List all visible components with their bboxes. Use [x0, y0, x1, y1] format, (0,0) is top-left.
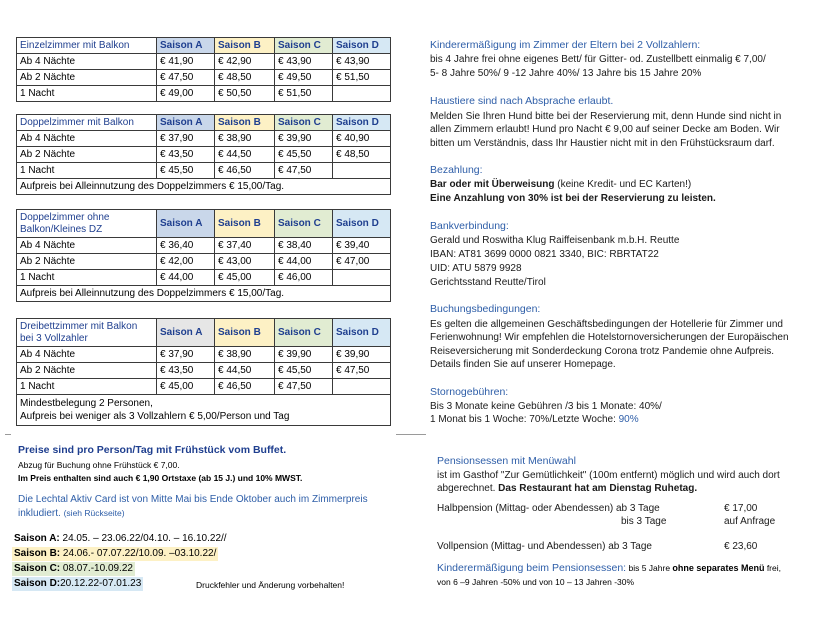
season-c-header: Saison C: [275, 319, 333, 347]
row-label: 1 Nacht: [17, 163, 157, 179]
table-row: [17, 238, 391, 254]
price-cell: € 46,50: [215, 379, 275, 395]
meal-children-free: frei,: [764, 563, 781, 573]
price-table-doppelzimmer-balkon: [16, 114, 391, 195]
pets-line-3: bitten um Verständnis, dass Ihr Haustier nicht mit in den Frühstücksraum darf.: [430, 138, 775, 149]
season-d-header: Saison D: [333, 38, 391, 54]
table-title: Einzelzimmer mit Balkon: [17, 38, 157, 54]
booking-line-1: Es gelten die allgemeinen Geschäftsbedingungen der Hotellerie für Zimmer und: [430, 319, 783, 330]
price-cell: € 39,40: [333, 238, 391, 254]
meal-children-age: bis 5 Jahre: [626, 563, 673, 573]
bank-line-3: UID: ATU 5879 9928: [430, 263, 522, 274]
row-label: Ab 2 Nächte: [17, 147, 157, 163]
tax-info: Im Preis enthalten sind auch € 1,90 Ortstaxe (ab 15 J.) und 10% MWST.: [18, 473, 303, 483]
payment-exclusions: (keine Kredit- und EC Karten!): [554, 179, 692, 190]
row-label: Ab 4 Nächte: [17, 54, 157, 70]
meal-children-discount: [437, 562, 781, 574]
row-label: 1 Nacht: [17, 379, 157, 395]
season-dates: 08.07.-10.09.22: [60, 563, 133, 574]
season-d-header: Saison D: [333, 210, 391, 238]
price-table-dreibettzimmer: [16, 318, 391, 426]
payment-heading: Bezahlung:: [430, 164, 483, 176]
table-note: Aufpreis bei Alleinnutzung des Doppelzimmers € 15,00/Tag.: [17, 179, 391, 195]
price-table-doppelzimmer-ohne-balkon: [16, 209, 391, 302]
meal-children-discount-line-2: von 6 –9 Jahren -50% und von 10 – 13 Jahren -30%: [437, 577, 635, 587]
table-row: [17, 270, 391, 286]
price-cell: € 51,50: [333, 70, 391, 86]
children-discount-heading: Kinderermäßigung im Zimmer der Eltern bei 2 Vollzahlern:: [430, 39, 701, 51]
half-board-label: Halbpension (Mittag- oder Abendessen) ab 3 Tage: [437, 503, 660, 514]
row-label: Ab 4 Nächte: [17, 238, 157, 254]
bank-heading: Bankverbindung:: [430, 220, 509, 232]
price-cell: € 47,00: [333, 254, 391, 270]
price-cell: € 44,50: [215, 147, 275, 163]
price-cell: € 41,90: [157, 54, 215, 70]
price-cell: € 49,50: [275, 70, 333, 86]
meal-children-condition: ohne separates Menü: [672, 563, 765, 573]
table-row: [17, 254, 391, 270]
price-cell: € 44,00: [275, 254, 333, 270]
price-cell: € 37,40: [215, 238, 275, 254]
meals-line-2: [437, 482, 697, 496]
children-discount-line-1: bis 4 Jahre frei ohne eigenes Bett/ für Gitter- od. Zustellbett einmalig € 7,00/: [430, 54, 766, 65]
cancellation-last-week-pct: 90%: [618, 414, 639, 425]
season-c-header: Saison C: [275, 210, 333, 238]
cancellation-line-2: [430, 413, 639, 427]
season-d-header: Saison D: [333, 319, 391, 347]
restaurant-closed-day: Das Restaurant hat am Dienstag Ruhetag.: [498, 483, 698, 494]
season-b-header: Saison B: [215, 319, 275, 347]
breakfast-deduction: Abzug für Buchung ohne Frühstück € 7,00.: [18, 460, 180, 470]
price-cell: € 46,50: [215, 163, 275, 179]
full-board-label: Vollpension (Mittag- und Abendessen) ab 3 Tage: [437, 541, 652, 552]
price-cell: [333, 379, 391, 395]
pets-line-2: allen Zimmern erlaubt! Hund pro Nacht € 9,00 auf seiner Decke am Boden. Wir: [430, 124, 780, 135]
price-cell: € 48,50: [215, 70, 275, 86]
meal-children-heading: Kinderermäßigung beim Pensionsessen:: [437, 562, 627, 574]
price-cell: € 37,90: [157, 131, 215, 147]
row-label: 1 Nacht: [17, 86, 157, 102]
price-cell: € 45,50: [157, 163, 215, 179]
table-row: [17, 379, 391, 395]
season-name: Saison D:: [14, 578, 61, 589]
season-c-dates: [12, 562, 135, 576]
price-cell: [333, 163, 391, 179]
note-line-1: Mindestbelegung 2 Personen,: [20, 398, 153, 409]
meals-line-1: ist im Gasthof "Zur Gemütlichkeit" (100m entfernt) möglich und wird auch dort: [437, 470, 780, 481]
price-cell: € 38,90: [215, 347, 275, 363]
price-cell: € 43,50: [157, 363, 215, 379]
season-name: Saison C:: [14, 563, 61, 574]
season-b-header: Saison B: [215, 210, 275, 238]
season-a-header: Saison A: [157, 115, 215, 131]
price-cell: € 47,50: [157, 70, 215, 86]
price-cell: € 48,50: [333, 147, 391, 163]
price-cell: € 49,00: [157, 86, 215, 102]
half-board-label-short: bis 3 Tage: [621, 516, 667, 527]
table-row: [17, 131, 391, 147]
price-cell: € 39,90: [333, 347, 391, 363]
price-cell: € 38,90: [215, 131, 275, 147]
price-cell: € 42,90: [215, 54, 275, 70]
booking-line-3: Reiseversicherung mit Sonderdeckung Corona trotz Pandemie ohne Aufpreis.: [430, 346, 775, 357]
row-label: Ab 4 Nächte: [17, 131, 157, 147]
price-cell: € 44,00: [157, 270, 215, 286]
season-b-header: Saison B: [215, 115, 275, 131]
table-note: [17, 395, 391, 426]
season-a-header: Saison A: [157, 210, 215, 238]
bank-line-4: Gerichtsstand Reutte/Tirol: [430, 277, 546, 288]
price-cell: € 36,40: [157, 238, 215, 254]
table-row: [17, 347, 391, 363]
price-info-heading: Preise sind pro Person/Tag mit Frühstück vom Buffet.: [18, 444, 287, 456]
price-cell: € 43,90: [333, 54, 391, 70]
season-d-dates: [12, 577, 143, 591]
season-a-header: Saison A: [157, 319, 215, 347]
price-cell: € 45,50: [275, 363, 333, 379]
price-cell: € 42,00: [157, 254, 215, 270]
booking-line-2: Ferienwohnung! Wir empfehlen die Hotelstornoversicherungen der Europäischen: [430, 332, 789, 343]
pets-heading: Haustiere sind nach Absprache erlaubt.: [430, 95, 614, 107]
price-cell: € 46,00: [275, 270, 333, 286]
table-title: Doppelzimmer ohne Balkon/Kleines DZ: [17, 210, 157, 238]
divider: [5, 434, 11, 435]
full-board-price: € 23,60: [724, 541, 758, 552]
row-label: Ab 2 Nächte: [17, 254, 157, 270]
table-title: Doppelzimmer mit Balkon: [17, 115, 157, 131]
price-cell: € 44,50: [215, 363, 275, 379]
price-cell: € 51,50: [275, 86, 333, 102]
price-cell: € 43,50: [157, 147, 215, 163]
row-label: 1 Nacht: [17, 270, 157, 286]
price-cell: € 43,90: [275, 54, 333, 70]
season-dates: 24.05. – 23.06.22/04.10. – 16.10.22//: [59, 533, 227, 544]
row-label: Ab 2 Nächte: [17, 70, 157, 86]
price-cell: € 45,00: [157, 379, 215, 395]
season-a-header: Saison A: [157, 38, 215, 54]
price-cell: € 40,90: [333, 131, 391, 147]
season-b-dates: [12, 547, 218, 561]
payment-line-1: [430, 178, 691, 192]
price-cell: € 45,50: [275, 147, 333, 163]
price-cell: € 45,00: [215, 270, 275, 286]
price-cell: € 47,50: [333, 363, 391, 379]
table-row: [17, 54, 391, 70]
bank-line-2: IBAN: AT81 3699 0000 0821 3340, BIC: RBRTAT22: [430, 249, 659, 260]
row-label: Ab 2 Nächte: [17, 363, 157, 379]
price-cell: € 39,90: [275, 131, 333, 147]
aktiv-card-reference: (sieh Rückseite): [63, 508, 125, 518]
table-row: [17, 147, 391, 163]
row-label: Ab 4 Nächte: [17, 347, 157, 363]
price-table-einzelzimmer: [16, 37, 391, 102]
price-cell: € 37,90: [157, 347, 215, 363]
price-cell: [333, 86, 391, 102]
half-board-price-short: auf Anfrage: [724, 516, 776, 527]
aktiv-card-line-2: [18, 508, 125, 519]
table-row: [17, 70, 391, 86]
divider: [396, 434, 426, 435]
aktiv-card-line-1: Die Lechtal Aktiv Card ist von Mitte Mai bis Ende Oktober auch im Zimmerpreis: [18, 494, 368, 505]
booking-heading: Buchungsbedingungen:: [430, 303, 541, 315]
price-cell: € 50,50: [215, 86, 275, 102]
season-name: Saison A:: [14, 533, 60, 544]
booking-line-4: Details finden Sie auf unserer Homepage.: [430, 359, 616, 370]
children-discount-line-2: 5- 8 Jahre 50%/ 9 -12 Jahre 40%/ 13 Jahre bis 15 Jahre 20%: [430, 68, 702, 79]
half-board-price: € 17,00: [724, 503, 758, 514]
aktiv-card-included: inkludiert.: [18, 508, 61, 519]
price-cell: € 47,50: [275, 163, 333, 179]
season-a-dates: [12, 532, 229, 546]
table-note: Aufpreis bei Alleinnutzung des Doppelzimmers € 15,00/Tag.: [17, 286, 391, 302]
season-b-header: Saison B: [215, 38, 275, 54]
season-c-header: Saison C: [275, 38, 333, 54]
pets-line-1: Melden Sie Ihren Hund bitte bei der Reservierung mit, denn Hunde sind nicht in: [430, 111, 782, 122]
meals-billing: abgerechnet.: [437, 483, 499, 494]
meals-heading: Pensionsessen mit Menüwahl: [437, 455, 576, 467]
season-dates: 24.06.- 07.07.22/10.09. –03.10.22/: [60, 548, 217, 559]
table-row: [17, 163, 391, 179]
season-name: Saison B:: [14, 548, 61, 559]
season-d-header: Saison D: [333, 115, 391, 131]
disclaimer: Druckfehler und Änderung vorbehalten!: [196, 580, 345, 590]
payment-methods: Bar oder mit Überweisung: [430, 179, 555, 190]
season-c-header: Saison C: [275, 115, 333, 131]
price-cell: € 43,00: [215, 254, 275, 270]
deposit-info: Eine Anzahlung von 30% ist bei der Reservierung zu leisten.: [430, 193, 716, 204]
cancellation-text: 1 Monat bis 1 Woche: 70%/Letzte Woche:: [430, 414, 619, 425]
price-cell: € 39,90: [275, 347, 333, 363]
price-cell: € 47,50: [275, 379, 333, 395]
cancellation-heading: Stornogebühren:: [430, 386, 509, 398]
cancellation-line-1: Bis 3 Monate keine Gebühren /3 bis 1 Monate: 40%/: [430, 401, 662, 412]
table-row: [17, 363, 391, 379]
table-row: [17, 86, 391, 102]
note-line-2: Aufpreis bei weniger als 3 Vollzahlern € 5,00/Person und Tag: [20, 411, 290, 422]
season-dates: 20.12.22-07.01.23: [60, 578, 142, 589]
table-title: Dreibettzimmer mit Balkon bei 3 Vollzahler: [17, 319, 157, 347]
bank-line-1: Gerald und Roswitha Klug Raiffeisenbank m.b.H. Reutte: [430, 235, 680, 246]
price-cell: [333, 270, 391, 286]
price-cell: € 38,40: [275, 238, 333, 254]
